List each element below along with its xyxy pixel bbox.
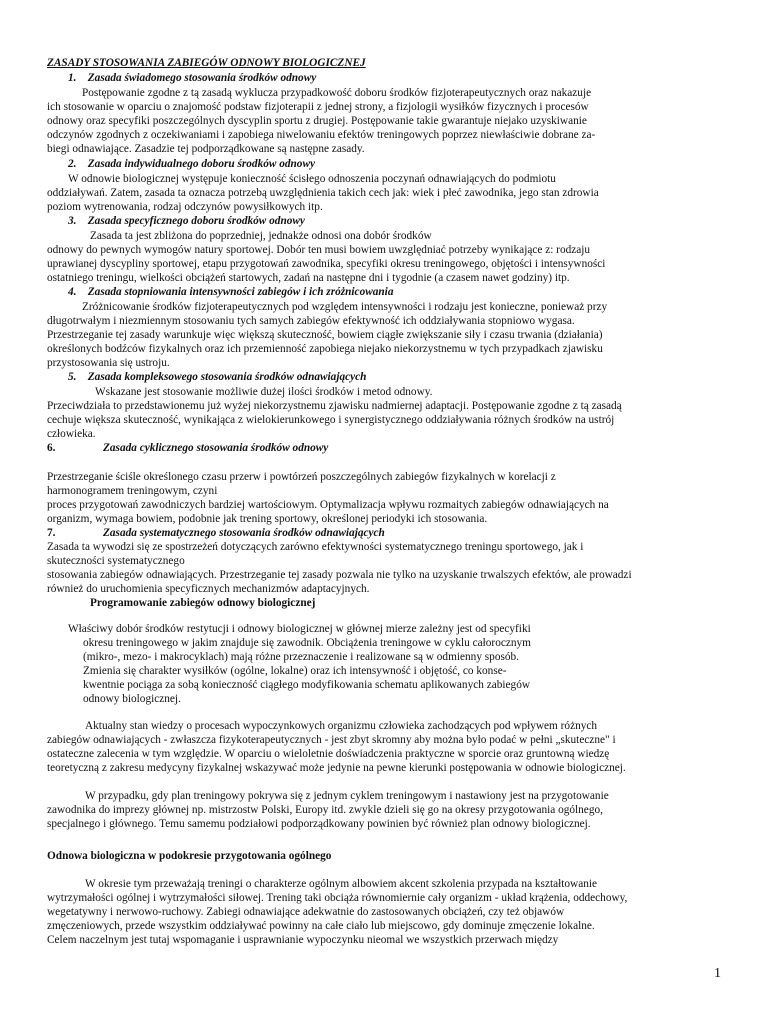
text-line: uprawianej dyscypliny sportowej, etapu przygotowań zawodnika, specyfiki okresu treningowego, objętości i intensywności: [47, 258, 606, 270]
text-line: Zróżnicowanie środków fizjoterapeutycznych pod względem intensywności i rodzaju jest konieczne, ponieważ przy: [82, 301, 608, 313]
text-line: odczynów zgodnych z oczekiwaniami i zapobiega niwelowaniu efektów treningowych poprzez niewłaściwie dobrane za-: [47, 129, 596, 141]
text-line: W odnowie biologicznej występuje konieczność ścisłego odnoszenia poczynań odnawiających do podmiotu: [68, 173, 556, 185]
heading-line: 6.: [47, 442, 56, 454]
text-line: Przeciwdziała to przedstawionemu już wyżej niekorzystnemu zjawisku nadmiernej adaptacji. Postępowanie zgodne z tą zasadą: [47, 400, 622, 412]
text-line: zmęczeniowych, przede wszystkim oddziaływać powinny na całe ciało lub miejscowo, gdy dominuje zmęczenie lokalne.: [47, 920, 595, 932]
text-line: stosowania zabiegów odnawiających. Przestrzeganie tej zasady pozwala nie tylko na uzyskanie trwalszych efektów, ale prowadzi: [47, 569, 632, 581]
text-line: oddziaływań. Zatem, zasada ta oznacza potrzebą uwzględnienia takich cech jak: wiek i płeć zawodnika, jego stan zdrowia: [47, 187, 599, 199]
text-line: ostatniego treningu, wielkości obciążeń startowych, zadań na następne dni i tygodnie (a czasem nawet godziny) itp.: [47, 272, 570, 284]
text-line: cechuje większa skuteczność, wynikająca z wielokierunkowego i synergistycznego oddziaływania różnych środków na ustrój: [47, 414, 615, 426]
text-line: zabiegów odnawiających - zwłaszcza fizykoterapeutycznych - jest zbyt skromny aby można było podać w pełni „skuteczne" i: [47, 734, 616, 746]
heading-line: Odnowa biologiczna w podokresie przygotowania ogólnego: [47, 850, 332, 862]
text-line: Zasada ta jest zbliżona do poprzedniej, jednakże odnosi ona dobór środków: [90, 230, 432, 242]
text-line: przystosowania się ustroju.: [47, 357, 170, 369]
heading-line: Programowanie zabiegów odnowy biologicznej: [90, 597, 316, 609]
text-line: okresu treningowego w jakim znajduje się zawodnik. Obciążenia treningowe w cyklu całorocznym: [83, 637, 531, 649]
heading-line: 7.: [47, 527, 56, 539]
text-line: zawodnika do imprezy głównej np. mistrzostw Polski, Europy itd. zwykle dzieli się go na okresy przygotowania ogólnego,: [47, 804, 603, 816]
text-line: odnowy do pewnych wymogów natury sportowej. Dobór ten musi bowiem uwzględniać potrzeby wynikające z: rodzaju: [47, 244, 591, 256]
text-line: odnowy biologicznej.: [83, 693, 181, 705]
heading-line: 5. Zasada kompleksowego stosowania środków odnawiających: [68, 371, 367, 383]
text-line: Właściwy dobór środków restytucji i odnowy biologicznej w głównej mierze zależny jest od specyfiki: [68, 623, 531, 635]
text-line: Aktualny stan wiedzy o procesach wypoczynkowych organizmu człowieka zachodzących pod wpływem różnych: [85, 720, 598, 732]
heading-line: Zasada systematycznego stosowania środków odnawiających: [103, 527, 385, 539]
text-line: również do uruchomienia specyficznych mechanizmów adaptacyjnych.: [47, 583, 370, 595]
text-line: W okresie tym przeważają treningi o charakterze ogólnym albowiem akcent szkolenia przypada na kształtowanie: [85, 878, 598, 890]
text-line: biegi odnawiające. Zasadzie tej podporządkowane są następne zasady.: [47, 143, 365, 155]
text-line: ostateczne zalecenia w tym względzie. W oparciu o wieloletnie doświadczenia praktyczne w sporcie oraz gruntowną wiedzę: [47, 748, 610, 760]
page-number: 1: [714, 966, 721, 981]
text-line: wytrzymałości ogólnej i wytrzymałości siłowej. Trening taki obciąża równomiernie cały organizm - układ krążenia, oddechowy,: [47, 892, 628, 904]
text-line: długotrwałym i niezmiennym stosowaniu tych samych zabiegów efektywność ich oddziaływania stopniowo wygasa.: [47, 315, 575, 327]
heading-line: ZASADY STOSOWANIA ZABIEGÓW ODNOWY BIOLOGICZNEJ: [47, 57, 366, 69]
text-line: teoretyczną z zakresu medycyny fizykalnej wskazywać może jedynie na pewne kierunki postępowania w odnowie biologicznej.: [47, 762, 626, 774]
text-line: skuteczności systematycznego: [47, 555, 185, 567]
text-line: organizm, wymaga bowiem, podobnie jak trening sportowy, określonej periodyki ich stosowania.: [47, 513, 488, 525]
text-line: Postępowanie zgodne z tą zasadą wyklucza przypadkowość doboru środków fizjoterapeutycznych oraz nakazuje: [82, 87, 592, 99]
text-line: Zasada ta wywodzi się ze spostrzeżeń dotyczących zarówno efektywności systematycznego treningu sportowego, jak i: [47, 541, 584, 553]
heading-line: 1. Zasada świadomego stosowania środków odnowy: [68, 72, 317, 84]
text-line: wegetatywny i nerwowo-ruchowy. Zabiegi odnawiające adekwatnie do zastosowanych obciążeń, czy też objawów: [47, 906, 565, 918]
text-line: specjalnego i głównego. Temu samemu podziałowi podporządkowany powinien być również plan odnowy biologicznej.: [47, 818, 591, 830]
text-line: W przypadku, gdy plan treningowy pokrywa się z jednym cyklem treningowym i nastawiony jest na przygotowanie: [85, 790, 609, 802]
text-line: Celem naczelnym jest tutaj wspomaganie i usprawnianie wypoczynku nieomal we wszystkich przerwach między: [47, 934, 559, 946]
text-line: proces przygotowań zawodniczych bardziej wartościowym. Optymalizacja wpływu rozmaitych zabiegów odnawiających na: [47, 499, 609, 511]
text-line: Zmienia się charakter wysiłków (ogólne, lokalne) oraz ich intensywność i objętość, co konse-: [83, 665, 507, 677]
heading-line: 2. Zasada indywidualnego doboru środków odnowy: [68, 158, 315, 170]
text-line: poziom wytrenowania, rodzaj odczynów powysiłkowych itp.: [47, 201, 323, 213]
text-line: Przestrzeganie tej zasady warunkuje więc większą skuteczność, bowiem ciągłe zwiększanie siły i czasu trwania (działania): [47, 329, 603, 341]
text-line: (mikro-, mezo- i makrocyklach) mają różne przeznaczenie i realizowane są w odmienny sposób.: [83, 651, 520, 663]
text-line: odnowy oraz specyfiki poszczególnych dyscyplin sportu z drugiej. Postępowanie takie gwarantuje niejako uzyskiwanie: [47, 115, 587, 127]
heading-line: Zasada cyklicznego stosowania środków odnowy: [103, 442, 329, 454]
text-line: harmonogramem treningowym, czyni: [47, 485, 218, 497]
text-line: kwentnie pociąga za sobą konieczność ciągłego modyfikowania schematu aplikowanych zabiegów: [83, 679, 531, 691]
text-line: ich stosowanie w oparciu o znajomość podstaw fizjoterapii z jednej strony, a fizjologii wysiłków fizycznych i procesów: [47, 101, 589, 113]
text-line: człowieka.: [47, 428, 96, 440]
text-line: określonych bodźców fizykalnych oraz ich przemienność zapobiega niejako niekorzystnemu w tych przypadkach zjawisku: [47, 343, 603, 355]
text-line: Wskazane jest stosowanie możliwie dużej ilości środków i metod odnowy.: [95, 386, 433, 398]
heading-line: 4. Zasada stopniowania intensywności zabiegów i ich zróżnicowania: [68, 286, 394, 298]
text-line: Przestrzeganie ściśle określonego czasu przerw i powtórzeń poszczególnych zabiegów fizykalnych w korelacji z: [47, 471, 556, 483]
heading-line: 3. Zasada specyficznego doboru środków odnowy: [68, 215, 305, 227]
